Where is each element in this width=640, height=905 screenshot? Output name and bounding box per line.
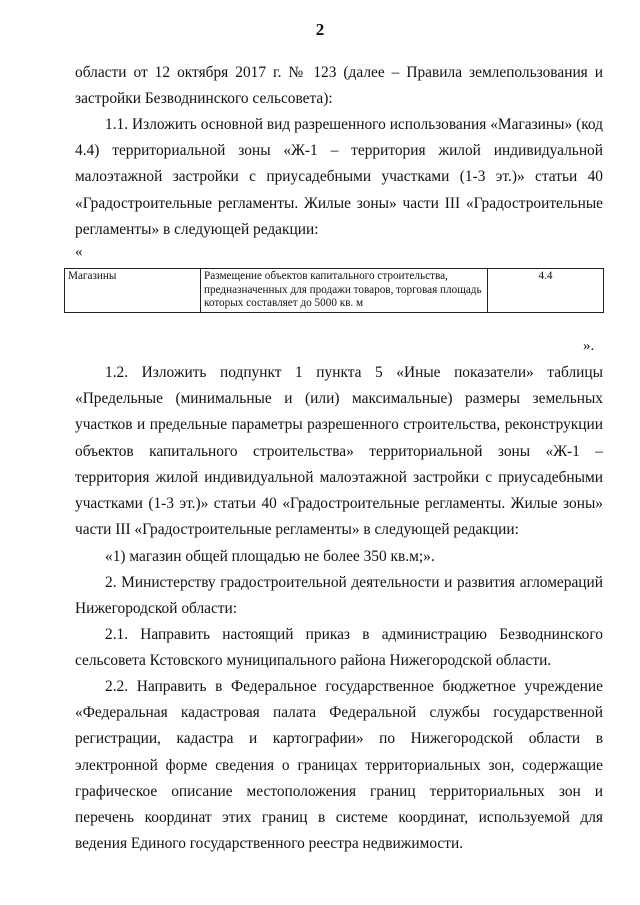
quote-close-mark: ».: [583, 338, 595, 354]
paragraph-1-2-item: «1) магазин общей площадью не более 350 кв.м;».: [105, 548, 435, 565]
table-row: [65, 269, 604, 313]
table-cell-code: 4.4: [488, 269, 604, 313]
table-cell-description: Размещение объектов капитального строительства, предназначенных для продажи товаров, торговая площадь которых составляет до 5000 кв. м: [201, 269, 488, 313]
paragraph-2: 2. Министерству градостроительной деятельности и развития агломераций Нижегородской области:: [75, 574, 603, 618]
table-cell-name: Магазины: [65, 269, 201, 313]
paragraph-1-1: 1.1. Изложить основной вид разрешенного использования «Магазины» (код 4.4) территориальной зоны «Ж-1 – территория жилой индивидуальной малоэтажной застройки с приусадебными участками (1-3 эт.)» статьи 40 «Градостроительные регламенты. Жилые зоны» части III «Градостроительные регламенты» в следующей редакции:: [75, 116, 603, 238]
paragraph-2-1: 2.1. Направить настоящий приказ в администрацию Безводнинского сельсовета Кстовского муниципального района Нижегородской области.: [75, 626, 603, 670]
paragraph-intro: области от 12 октября 2017 г. № 123 (далее – Правила землепользования и застройки Безводнинского сельсовета):: [75, 64, 603, 108]
paragraph-1-2: 1.2. Изложить подпункт 1 пункта 5 «Иные показатели» таблицы «Предельные (минимальные и (или) максимальные) размеры земельных участков и предельные параметры разрешенного строительства, реконструкции объектов капитального строительства» территориальной зоны «Ж-1 – территория жилой индивидуальной малоэтажной застройки с приусадебными участками (1-3 эт.)» статьи 40 «Градостроительные регламенты. Жилые зоны» части III «Градостроительные регламенты» в следующей редакции:: [75, 364, 603, 539]
paragraph-2-2: 2.2. Направить в Федеральное государственное бюджетное учреждение «Федеральная кадастровая палата Федеральной службы государственной регистрации, кадастра и картографии» по Нижегородской области в электронной форме сведения о границах территориальных зон, содержащие графическое описание местоположения границ территориальных зон и перечень координат этих границ в системе координат, используемой для ведения Единого государственного реестра недвижимости.: [75, 678, 603, 853]
zone-table: [64, 268, 604, 313]
page-number: 2: [315, 20, 325, 39]
quote-open-mark: «: [75, 244, 83, 260]
